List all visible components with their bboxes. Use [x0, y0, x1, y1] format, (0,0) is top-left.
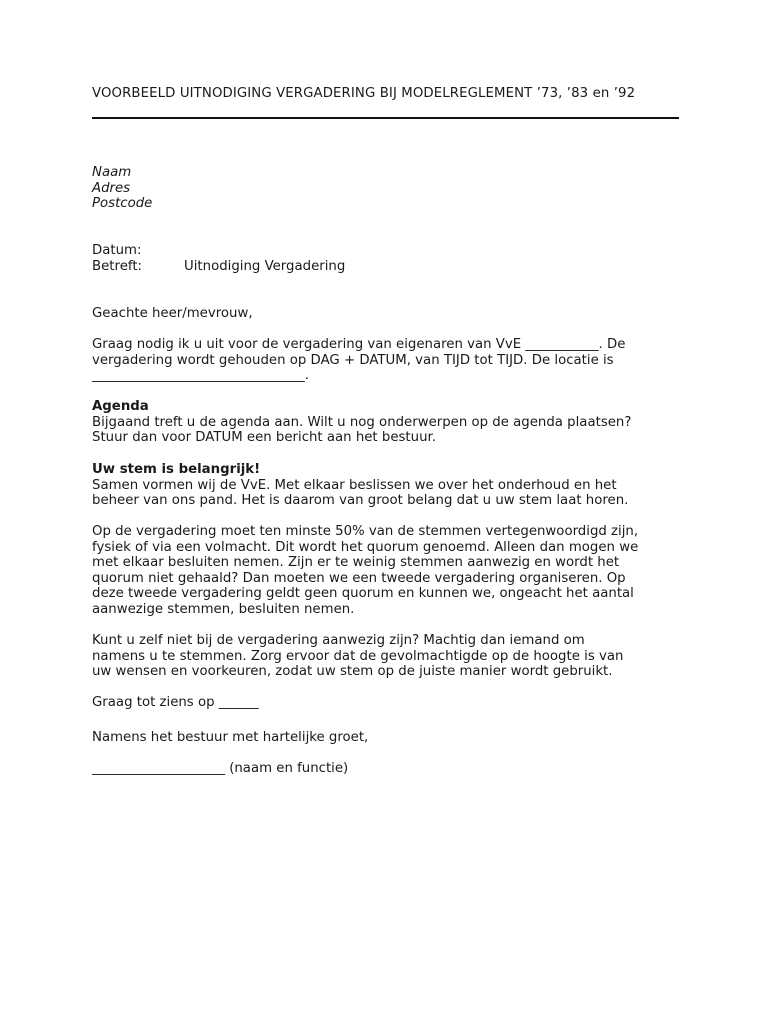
- intro-line: Graag nodig ik u uit voor de vergadering van eigenaren van VvE ___________. De: [92, 337, 626, 352]
- intro-line: vergadering wordt gehouden op DAG + DATUM, van TIJD tot TIJD. De locatie is: [92, 352, 614, 368]
- date-row: [92, 243, 682, 259]
- subject-label: Betreft:: [92, 258, 143, 274]
- recipient-name: Naam: [92, 165, 132, 180]
- salutation: Geachte heer/mevrouw,: [92, 306, 253, 321]
- agenda-line: Bijgaand treft u de agenda aan. Wilt u nog onderwerpen op de agenda plaatsen?: [92, 414, 632, 430]
- quorum-line: deze tweede vergadering geldt geen quorum en kunnen we, ongeacht het aantal: [92, 586, 634, 602]
- quorum-paragraph: [92, 524, 682, 618]
- vote-heading: Uw stem is belangrijk!: [92, 462, 261, 477]
- proxy-line: uw wensen en voorkeuren, zodat uw stem op de juiste manier wordt gebruikt.: [92, 664, 613, 680]
- agenda-heading: Agenda: [92, 399, 149, 414]
- agenda-line: Stuur dan voor DATUM een bericht aan het bestuur.: [92, 430, 436, 446]
- recipient-street: Adres: [92, 180, 131, 196]
- subject-value: Uitnodiging Vergadering: [184, 258, 346, 274]
- date-label: Datum:: [92, 243, 142, 258]
- proxy-paragraph: [92, 633, 682, 680]
- quorum-line: met elkaar besluiten nemen. Zijn er te weinig stemmen aanwezig en wordt het: [92, 555, 620, 571]
- proxy-line: namens u te stemmen. Zorg ervoor dat de gevolmachtigde op de hoogte is van: [92, 648, 624, 664]
- recipient-address: [92, 165, 682, 212]
- quorum-line: quorum niet gehaald? Dan moeten we een tweede vergadering organiseren. Op: [92, 570, 626, 586]
- quorum-line: aanwezige stemmen, besluiten nemen.: [92, 601, 355, 617]
- closing-line: Namens het bestuur met hartelijke groet,: [92, 730, 369, 745]
- subject-row: [92, 259, 682, 275]
- proxy-line: Kunt u zelf niet bij de vergadering aanwezig zijn? Machtig dan iemand om: [92, 633, 585, 648]
- intro-line: ________________________________.: [92, 368, 309, 384]
- quorum-line: fysiek of via een volmacht. Dit wordt het quorum genoemd. Alleen dan mogen we: [92, 539, 639, 555]
- agenda-section: [92, 399, 682, 446]
- vote-line: Samen vormen wij de VvE. Met elkaar beslissen we over het onderhoud en het: [92, 477, 617, 493]
- signature-line: ____________________ (naam en functie): [92, 761, 349, 776]
- title-divider: [92, 117, 679, 119]
- vote-section: [92, 462, 682, 509]
- vote-line: beheer van ons pand. Het is daarom van groot belang dat u uw stem laat horen.: [92, 493, 629, 509]
- letter-meta: [92, 243, 682, 274]
- quorum-line: Op de vergadering moet ten minste 50% van de stemmen vertegenwoordigd zijn,: [92, 524, 639, 539]
- intro-paragraph: [92, 337, 682, 384]
- see-you-line: Graag tot ziens op ______: [92, 695, 259, 710]
- recipient-postcode: Postcode: [92, 196, 153, 212]
- document-title: VOORBEELD UITNODIGING VERGADERING BIJ MODELREGLEMENT ’73, ’83 en ’92: [92, 86, 636, 101]
